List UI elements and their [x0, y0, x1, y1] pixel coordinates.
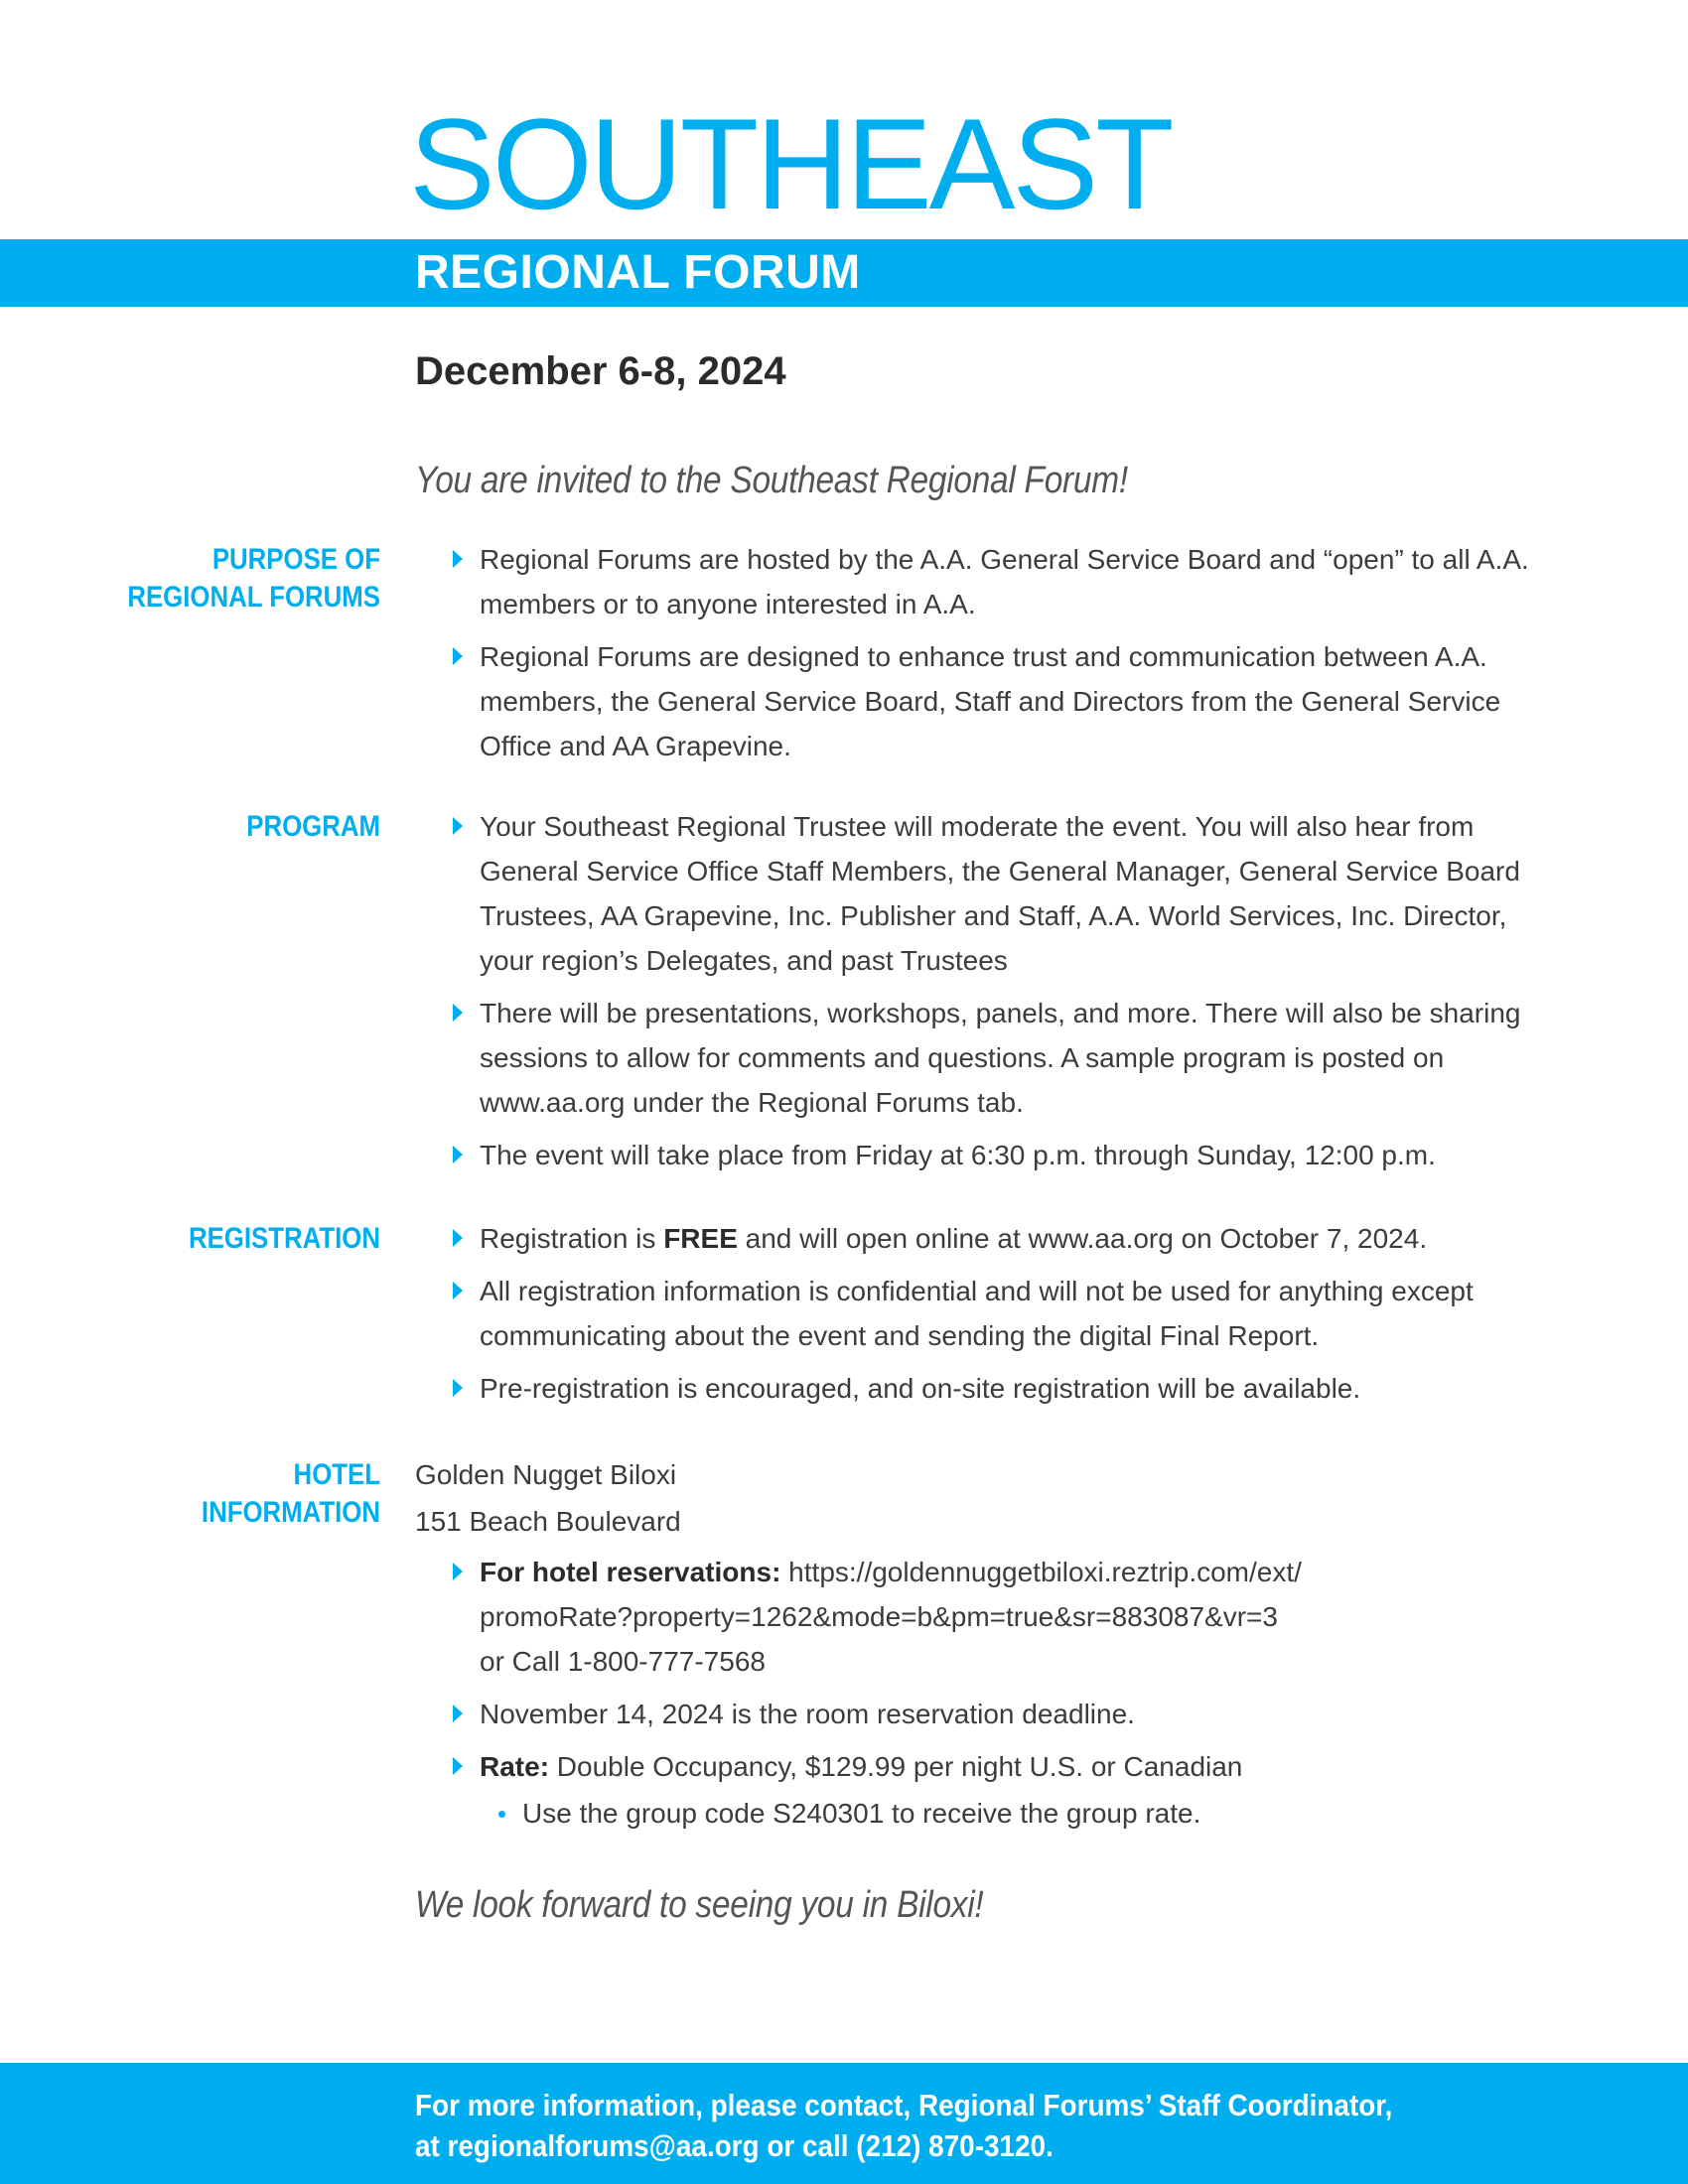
event-date: December 6-8, 2024 [415, 349, 786, 393]
closing-text: We look forward to seeing you in Biloxi! [415, 1884, 984, 1926]
arrow-right-icon [453, 1282, 463, 1299]
invitation-text: You are invited to the Southeast Regional Forum! [415, 460, 1128, 501]
arrow-right-icon [453, 1379, 463, 1397]
hotel-name: Golden Nugget Biloxi [415, 1459, 677, 1490]
list-item: For hotel reservations: https://goldennuggetbiloxi.reztrip.com/ext/ promoRate?property=1262&mode=b&pm=true&sr=883087&vr=3 or Call 1-800-777-7568 [447, 1550, 1559, 1684]
title-band [0, 239, 1688, 307]
list-item: The event will take place from Friday at 6:30 p.m. through Sunday, 12:00 p.m. [447, 1133, 1559, 1177]
arrow-right-icon [453, 1563, 463, 1580]
hotel-label: HOTEL INFORMATION [201, 1458, 380, 1529]
bullet-dot-icon [498, 1811, 505, 1818]
page-title: SOUTHEAST [409, 91, 1172, 236]
registration-label: REGISTRATION [188, 1222, 380, 1255]
list-item: Pre-registration is encouraged, and on-site registration will be available. [447, 1366, 1559, 1411]
arrow-right-icon [453, 1757, 463, 1775]
program-list [447, 804, 1559, 1185]
arrow-right-icon [453, 647, 463, 665]
list-item: Your Southeast Regional Trustee will moderate the event. You will also hear from General Service Office Staff Members, the General Manager, General Service Board Trustees, AA Grapevine, Inc. Publisher and Staff, A.A. World Services, Inc. Director, your region’s Delegates, and past Trustees [447, 804, 1559, 983]
purpose-list [447, 537, 1559, 776]
page-subtitle: REGIONAL FORUM [415, 246, 861, 299]
arrow-right-icon [453, 550, 463, 568]
arrow-right-icon [453, 1004, 463, 1022]
list-item: All registration information is confidential and will not be used for anything except communicating about the event and sending the digital Final Report. [447, 1269, 1559, 1358]
reservations-link[interactable]: https://goldennuggetbiloxi.reztrip.com/ext/ [780, 1557, 1302, 1587]
list-item: Regional Forums are designed to enhance trust and communication between A.A. members, the General Service Board, Staff and Directors from the General Service Office and AA Grapevine. [447, 634, 1559, 768]
contact-footer [0, 2063, 1688, 2184]
list-item: There will be presentations, workshops, panels, and more. There will also be sharing sessions to allow for comments and questions. A sample program is posted on www.aa.org under the Regional Forums tab. [447, 991, 1559, 1125]
arrow-right-icon [453, 1146, 463, 1163]
hotel-address: 151 Beach Boulevard [415, 1506, 681, 1537]
contact-text: For more information, please contact, Regional Forums’ Staff Coordinator, at regionalforums@aa.org or call (212) 870-3120. [415, 2088, 1393, 2163]
list-item: Registration is FREE and will open online at www.aa.org on October 7, 2024. [447, 1216, 1559, 1261]
arrow-right-icon [453, 817, 463, 835]
arrow-right-icon [453, 1229, 463, 1247]
purpose-label: PURPOSE OF REGIONAL FORUMS [127, 543, 380, 614]
list-item: Regional Forums are hosted by the A.A. General Service Board and “open” to all A.A. members or to anyone interested in A.A. [447, 537, 1559, 626]
list-item: Use the group code S240301 to receive the group rate. [447, 1791, 1559, 1836]
arrow-right-icon [453, 1705, 463, 1722]
reservations-link-cont[interactable]: promoRate?property=1262&mode=b&pm=true&sr=883087&vr=3 [480, 1601, 1278, 1632]
list-item: Rate: Double Occupancy, $129.99 per night U.S. or Canadian [447, 1744, 1559, 1789]
reservations-phone: or Call 1-800-777-7568 [480, 1646, 766, 1677]
hotel-list [447, 1550, 1559, 1843]
list-item: November 14, 2024 is the room reservation deadline. [447, 1692, 1559, 1736]
registration-list [447, 1216, 1559, 1419]
program-label: PROGRAM [246, 810, 380, 843]
contact-email-phone[interactable]: at regionalforums@aa.org or call (212) 870-3120. [415, 2128, 1054, 2163]
